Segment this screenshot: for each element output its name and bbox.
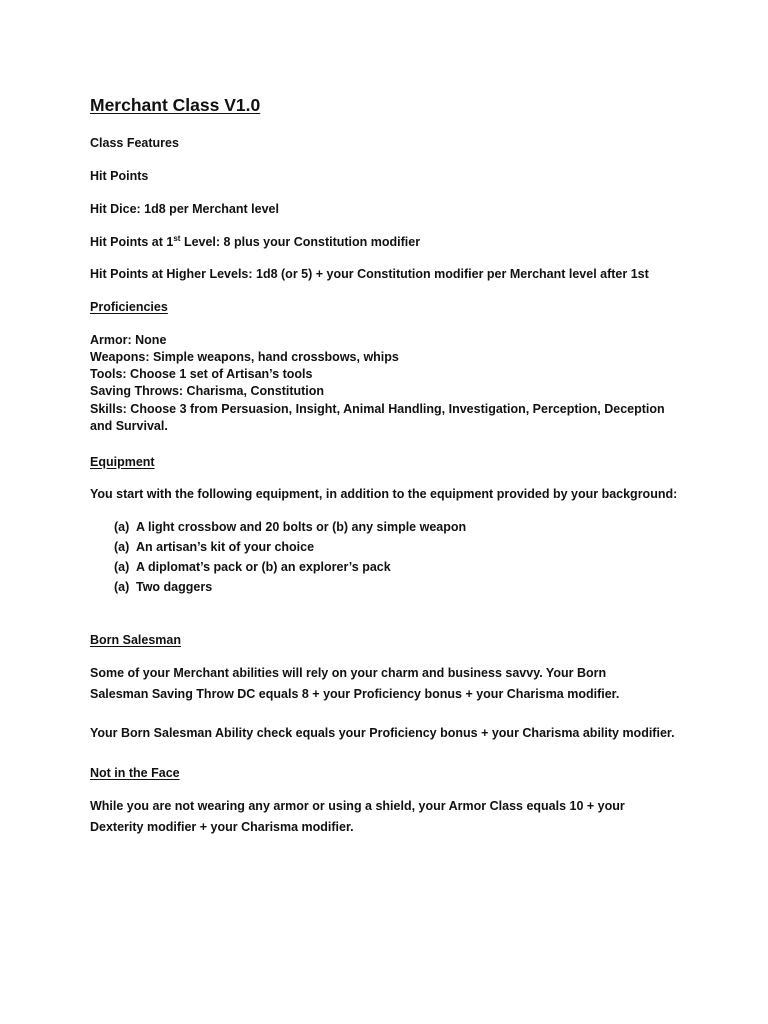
page-title: Merchant Class V1.0 [90, 95, 261, 115]
list-item [114, 539, 314, 556]
list-item-marker: (a) [114, 580, 130, 594]
not-in-the-face-heading: Not in the Face [90, 766, 180, 780]
list-item [114, 579, 212, 596]
not-in-the-face-paragraph: While you are not wearing any armor or using a shield, your Armor Class equals 10 + your Dexterity modifier + your Charisma modifier. [90, 799, 625, 834]
born-salesman-paragraph-2: Your Born Salesman Ability check equals your Proficiency bonus + your Charisma ability modifier. [90, 726, 675, 740]
equipment-intro: You start with the following equipment, in addition to the equipment provided by your background: [90, 487, 678, 501]
proficiency-weapons: Weapons: Simple weapons, hand crossbows, whips [90, 350, 399, 364]
proficiency-skills: Skills: Choose 3 from Persuasion, Insight, Animal Handling, Investigation, Perception, Deception and Survival. [90, 402, 665, 433]
proficiency-tools: Tools: Choose 1 set of Artisan’s tools [90, 367, 313, 381]
list-item-marker: (a) [114, 540, 130, 554]
born-salesman-paragraph-1: Some of your Merchant abilities will rely on your charm and business savvy. Your Born Salesman Saving Throw DC equals 8 + your Proficiency bonus + your Charisma modifier. [90, 666, 620, 701]
proficiencies-heading: Proficiencies [90, 300, 168, 314]
list-item-text: A light crossbow and 20 bolts or (b) any simple weapon [136, 520, 467, 534]
class-features-heading: Class Features [90, 136, 179, 150]
hit-points-higher-levels: Hit Points at Higher Levels: 1d8 (or 5) + your Constitution modifier per Merchant level after 1st [90, 267, 649, 281]
hit-points-first-level-prefix: Hit Points at 1 [90, 235, 174, 249]
list-item-marker: (a) [114, 520, 130, 534]
hit-points-first-level [90, 234, 420, 251]
hit-dice-text: Hit Dice: 1d8 per Merchant level [90, 202, 279, 216]
proficiency-saving-throws: Saving Throws: Charisma, Constitution [90, 384, 325, 398]
list-item [114, 559, 391, 576]
list-item-marker: (a) [114, 560, 130, 574]
list-item-text: An artisan’s kit of your choice [136, 540, 315, 554]
ordinal-superscript: st [173, 234, 181, 243]
list-item [114, 519, 466, 536]
hit-points-heading: Hit Points [90, 169, 149, 183]
hit-points-first-level-suffix: Level: 8 plus your Constitution modifier [180, 235, 421, 249]
list-item-text: Two daggers [136, 580, 213, 594]
equipment-heading: Equipment [90, 455, 155, 469]
born-salesman-heading: Born Salesman [90, 633, 182, 647]
list-item-text: A diplomat’s pack or (b) an explorer’s pack [136, 560, 391, 574]
proficiency-armor: Armor: None [90, 333, 167, 347]
